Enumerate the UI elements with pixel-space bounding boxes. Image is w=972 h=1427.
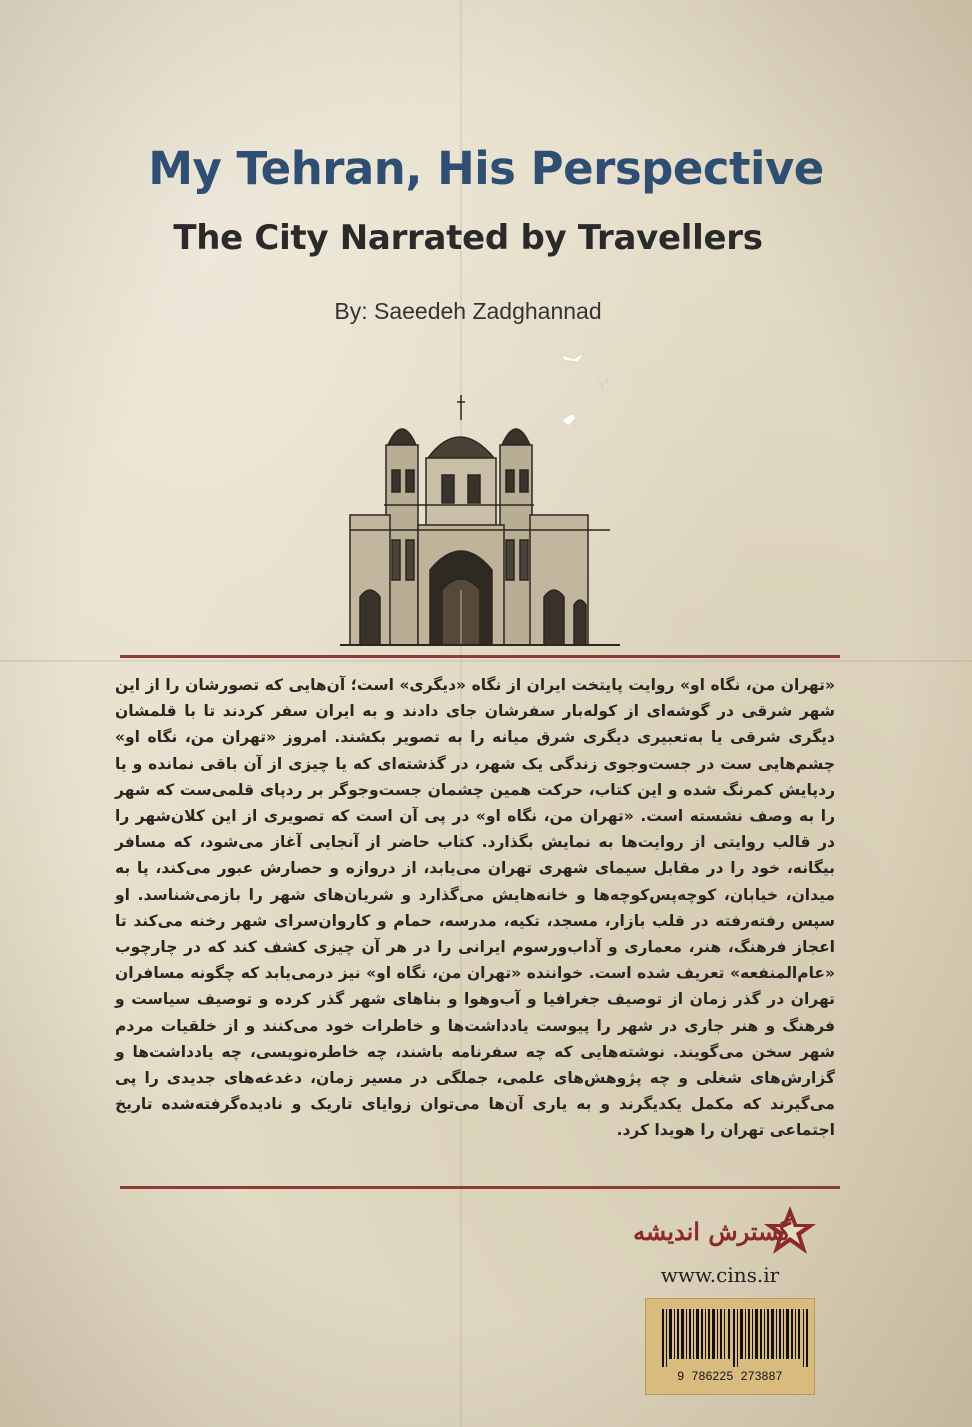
isbn-barcode — [645, 1298, 815, 1395]
barcode-bars — [662, 1309, 812, 1367]
tehran-gate-illustration — [330, 340, 630, 655]
divider-bottom — [120, 1186, 840, 1189]
publisher-website: www.cins.ir — [660, 1263, 780, 1287]
publisher-logo-text: گسترش اندیشه — [633, 1217, 791, 1246]
divider-top — [120, 655, 840, 658]
publisher-logo — [633, 1200, 820, 1262]
paper-fold-horizontal — [0, 660, 972, 662]
book-author: By: Saeedeh Zadghannad — [334, 298, 602, 324]
book-description: «تهران من، نگاه او» روایت پایتخت ایران از نگاه «دیگری» است؛ آن‌هایی که تصورشان را از این شهر شرقی در گوشه‌ای از کوله‌بار سفرشان جای دادند و به ایران سفر کردند تا با قلمشان دیگری شرقی یا به‌تعبیری دیگری شرق میانه را به تصویر بکشند. امروز «تهران من، نگاه او» چشم‌هایی ست در جست‌وجوی زندگی یک شهر، در گذشته‌ای که یا چیزی از آن باقی نمانده و یا ردپایش کمرنگ شده و این کتاب، حرکت همین چشمان جست‌وجوگر بر ردپای قلمی‌ست که شهر را به وصف نشسته است. «تهران من، نگاه او» در پی آن است که تصویری از این کلان‌شهر را در قالب روایتی از روایت‌ها به نمایش بگذارد. کتاب حاضر از آنجایی آغاز می‌شود، که مسافر بیگانه، خود را در مقابل سیمای شهری تهران می‌یابد، از دروازه و حصارش عبور می‌کند، پا به میدان، خیابان، کوچه‌پس‌کوچه‌ها و خانه‌هایش می‌گذارد و شریان‌های شهر را بازمی‌شناسد. او سپس رفته‌رفته در قلب بازار، مسجد، تکیه، مدرسه، حمام و کاروان‌سرای شهر رخنه می‌کند تا اعجاز فرهنگ، هنر، معماری و آداب‌ورسوم ایرانی را در هر آن چیزی کشف کند که در چارچوب «عام‌المنفعه» تعریف شده است. خواننده «تهران من، نگاه او» نیز درمی‌یابد که چگونه مسافران تهران در گذر زمان از توصیف جغرافیا و آب‌وهوا و بناهای شهر گذر کرده و توصیف سیاست و فرهنگ و هنر جاری در شهر را پیوست یادداشت‌ها و خاطرات خود می‌کنند و از خلقیات مردم شهر سخن می‌گویند. نوشته‌هایی که چه سفرنامه باشند، چه خاطره‌نویسی، چه یادداشت‌ها و گزارش‌های شغلی و چه پژوهش‌های علمی، جملگی در مسیر زمان، دغدغه‌های جدیدی را پی می‌گیرند که مکمل یکدیگرند و به یاری آن‌ها می‌توان زوایای تاریک و نادیده‌گرفته‌شده تاریخ اجتماعی تهران را هویدا کرد. — [115, 676, 835, 1140]
book-title: My Tehran, His Perspective — [148, 142, 824, 195]
isbn-digits: 9 786225 273887 — [677, 1369, 783, 1383]
birds-icon — [562, 353, 608, 426]
book-subtitle: The City Narrated by Travellers — [173, 218, 763, 258]
